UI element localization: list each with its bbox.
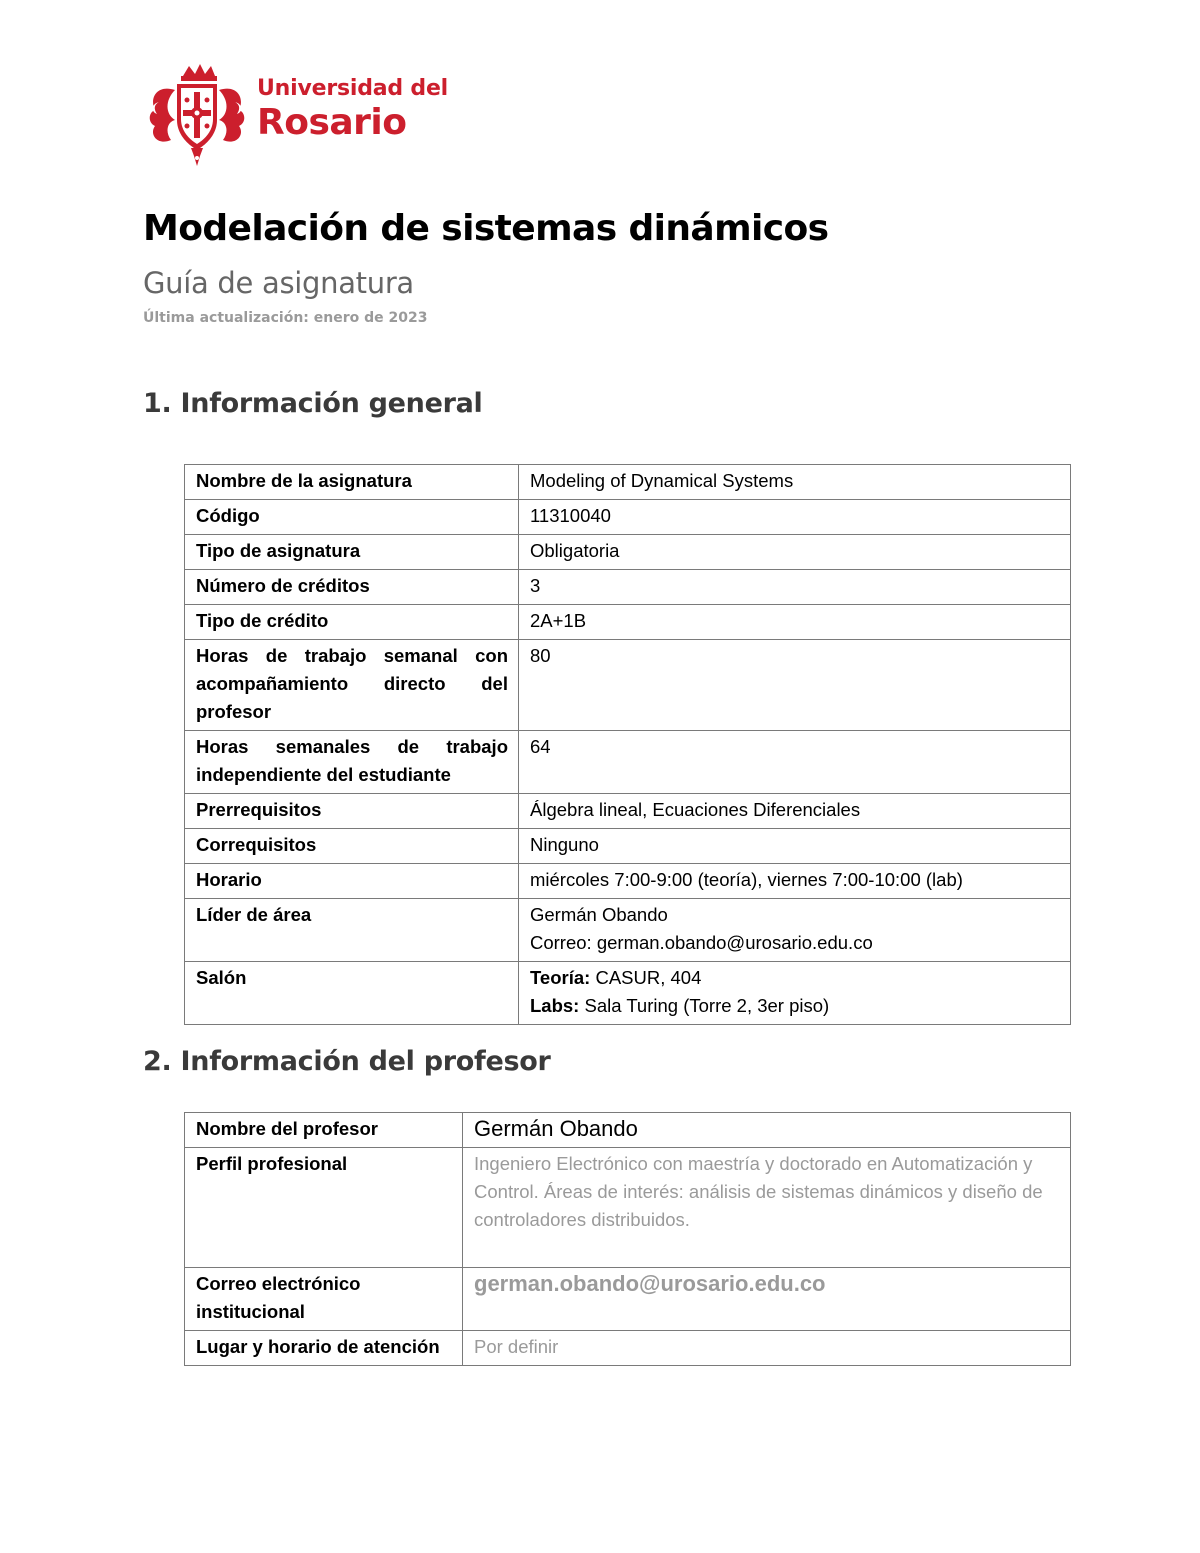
- row-value: Obligatoria: [519, 535, 1071, 570]
- table-row: [185, 1148, 1071, 1268]
- professor-name: Germán Obando: [463, 1113, 1071, 1148]
- classroom-theory-value: CASUR, 404: [590, 967, 702, 988]
- table-row: [185, 794, 1071, 829]
- office-hours: Por definir: [463, 1331, 1071, 1366]
- row-label: Horas semanales de trabajo independiente del estudiante: [185, 731, 519, 794]
- professor-profile: Ingeniero Electrónico con maestría y doctorado en Automatización y Control. Áreas de interés: análisis de sistemas dinámicos y diseño de controladores distribuidos.: [463, 1148, 1071, 1268]
- row-label: Horario: [185, 864, 519, 899]
- row-value: 64: [519, 731, 1071, 794]
- classroom-labs-value: Sala Turing (Torre 2, 3er piso): [579, 995, 830, 1016]
- row-label: Nombre del profesor: [185, 1113, 463, 1148]
- table-row: [185, 1331, 1071, 1366]
- row-label: Tipo de crédito: [185, 605, 519, 640]
- row-value: Ninguno: [519, 829, 1071, 864]
- row-label: Líder de área: [185, 899, 519, 962]
- university-logo: [145, 62, 449, 168]
- area-leader-email: Correo: german.obando@urosario.edu.co: [530, 932, 873, 953]
- table-row: [185, 535, 1071, 570]
- professor-email[interactable]: german.obando@urosario.edu.co: [463, 1268, 1071, 1331]
- row-value: miércoles 7:00-9:00 (teoría), viernes 7:00-10:00 (lab): [519, 864, 1071, 899]
- row-label: Salón: [185, 962, 519, 1025]
- general-info-table: [184, 464, 1071, 1025]
- table-row: [185, 605, 1071, 640]
- row-value: [519, 899, 1071, 962]
- row-label: Prerrequisitos: [185, 794, 519, 829]
- university-name-line2: Rosario: [257, 102, 407, 143]
- row-value: 11310040: [519, 500, 1071, 535]
- table-row: [185, 640, 1071, 731]
- section-heading-general: 1. Información general: [143, 388, 483, 419]
- table-row: [185, 864, 1071, 899]
- row-value: Modeling of Dynamical Systems: [519, 465, 1071, 500]
- row-label: Número de créditos: [185, 570, 519, 605]
- table-row: [185, 731, 1071, 794]
- last-updated: Última actualización: enero de 2023: [143, 310, 428, 326]
- table-row: [185, 829, 1071, 864]
- table-row: [185, 899, 1071, 962]
- row-label: Correquisitos: [185, 829, 519, 864]
- row-value: 2A+1B: [519, 605, 1071, 640]
- table-row: [185, 500, 1071, 535]
- document-subtitle: Guía de asignatura: [143, 266, 414, 300]
- classroom-theory-label: Teoría:: [530, 967, 591, 988]
- university-name: [257, 78, 448, 141]
- table-row: [185, 962, 1071, 1025]
- row-value: [519, 962, 1071, 1025]
- row-value: Álgebra lineal, Ecuaciones Diferenciales: [519, 794, 1071, 829]
- section-heading-professor: 2. Información del profesor: [143, 1046, 551, 1077]
- table-row: [185, 1268, 1071, 1331]
- table-row: [185, 465, 1071, 500]
- row-label: Tipo de asignatura: [185, 535, 519, 570]
- row-label: Nombre de la asignatura: [185, 465, 519, 500]
- document-title: Modelación de sistemas dinámicos: [143, 208, 829, 249]
- row-value: 3: [519, 570, 1071, 605]
- classroom-theory: [530, 964, 1060, 992]
- row-label: Lugar y horario de atención: [185, 1331, 463, 1366]
- row-label: Código: [185, 500, 519, 535]
- row-label: Horas de trabajo semanal con acompañamiento directo del profesor: [185, 640, 519, 731]
- area-leader-name: Germán Obando: [530, 904, 668, 925]
- professor-info-table: [184, 1112, 1071, 1366]
- classroom-labs-label: Labs:: [530, 995, 580, 1016]
- row-label: Correo electrónico institucional: [185, 1268, 463, 1331]
- table-row: [185, 1113, 1071, 1148]
- table-row: [185, 570, 1071, 605]
- row-value: 80: [519, 640, 1071, 731]
- classroom-labs: [530, 992, 1060, 1020]
- university-crest-icon: [145, 62, 249, 168]
- university-name-line1: Universidad del: [257, 76, 449, 101]
- row-label: Perfil profesional: [185, 1148, 463, 1268]
